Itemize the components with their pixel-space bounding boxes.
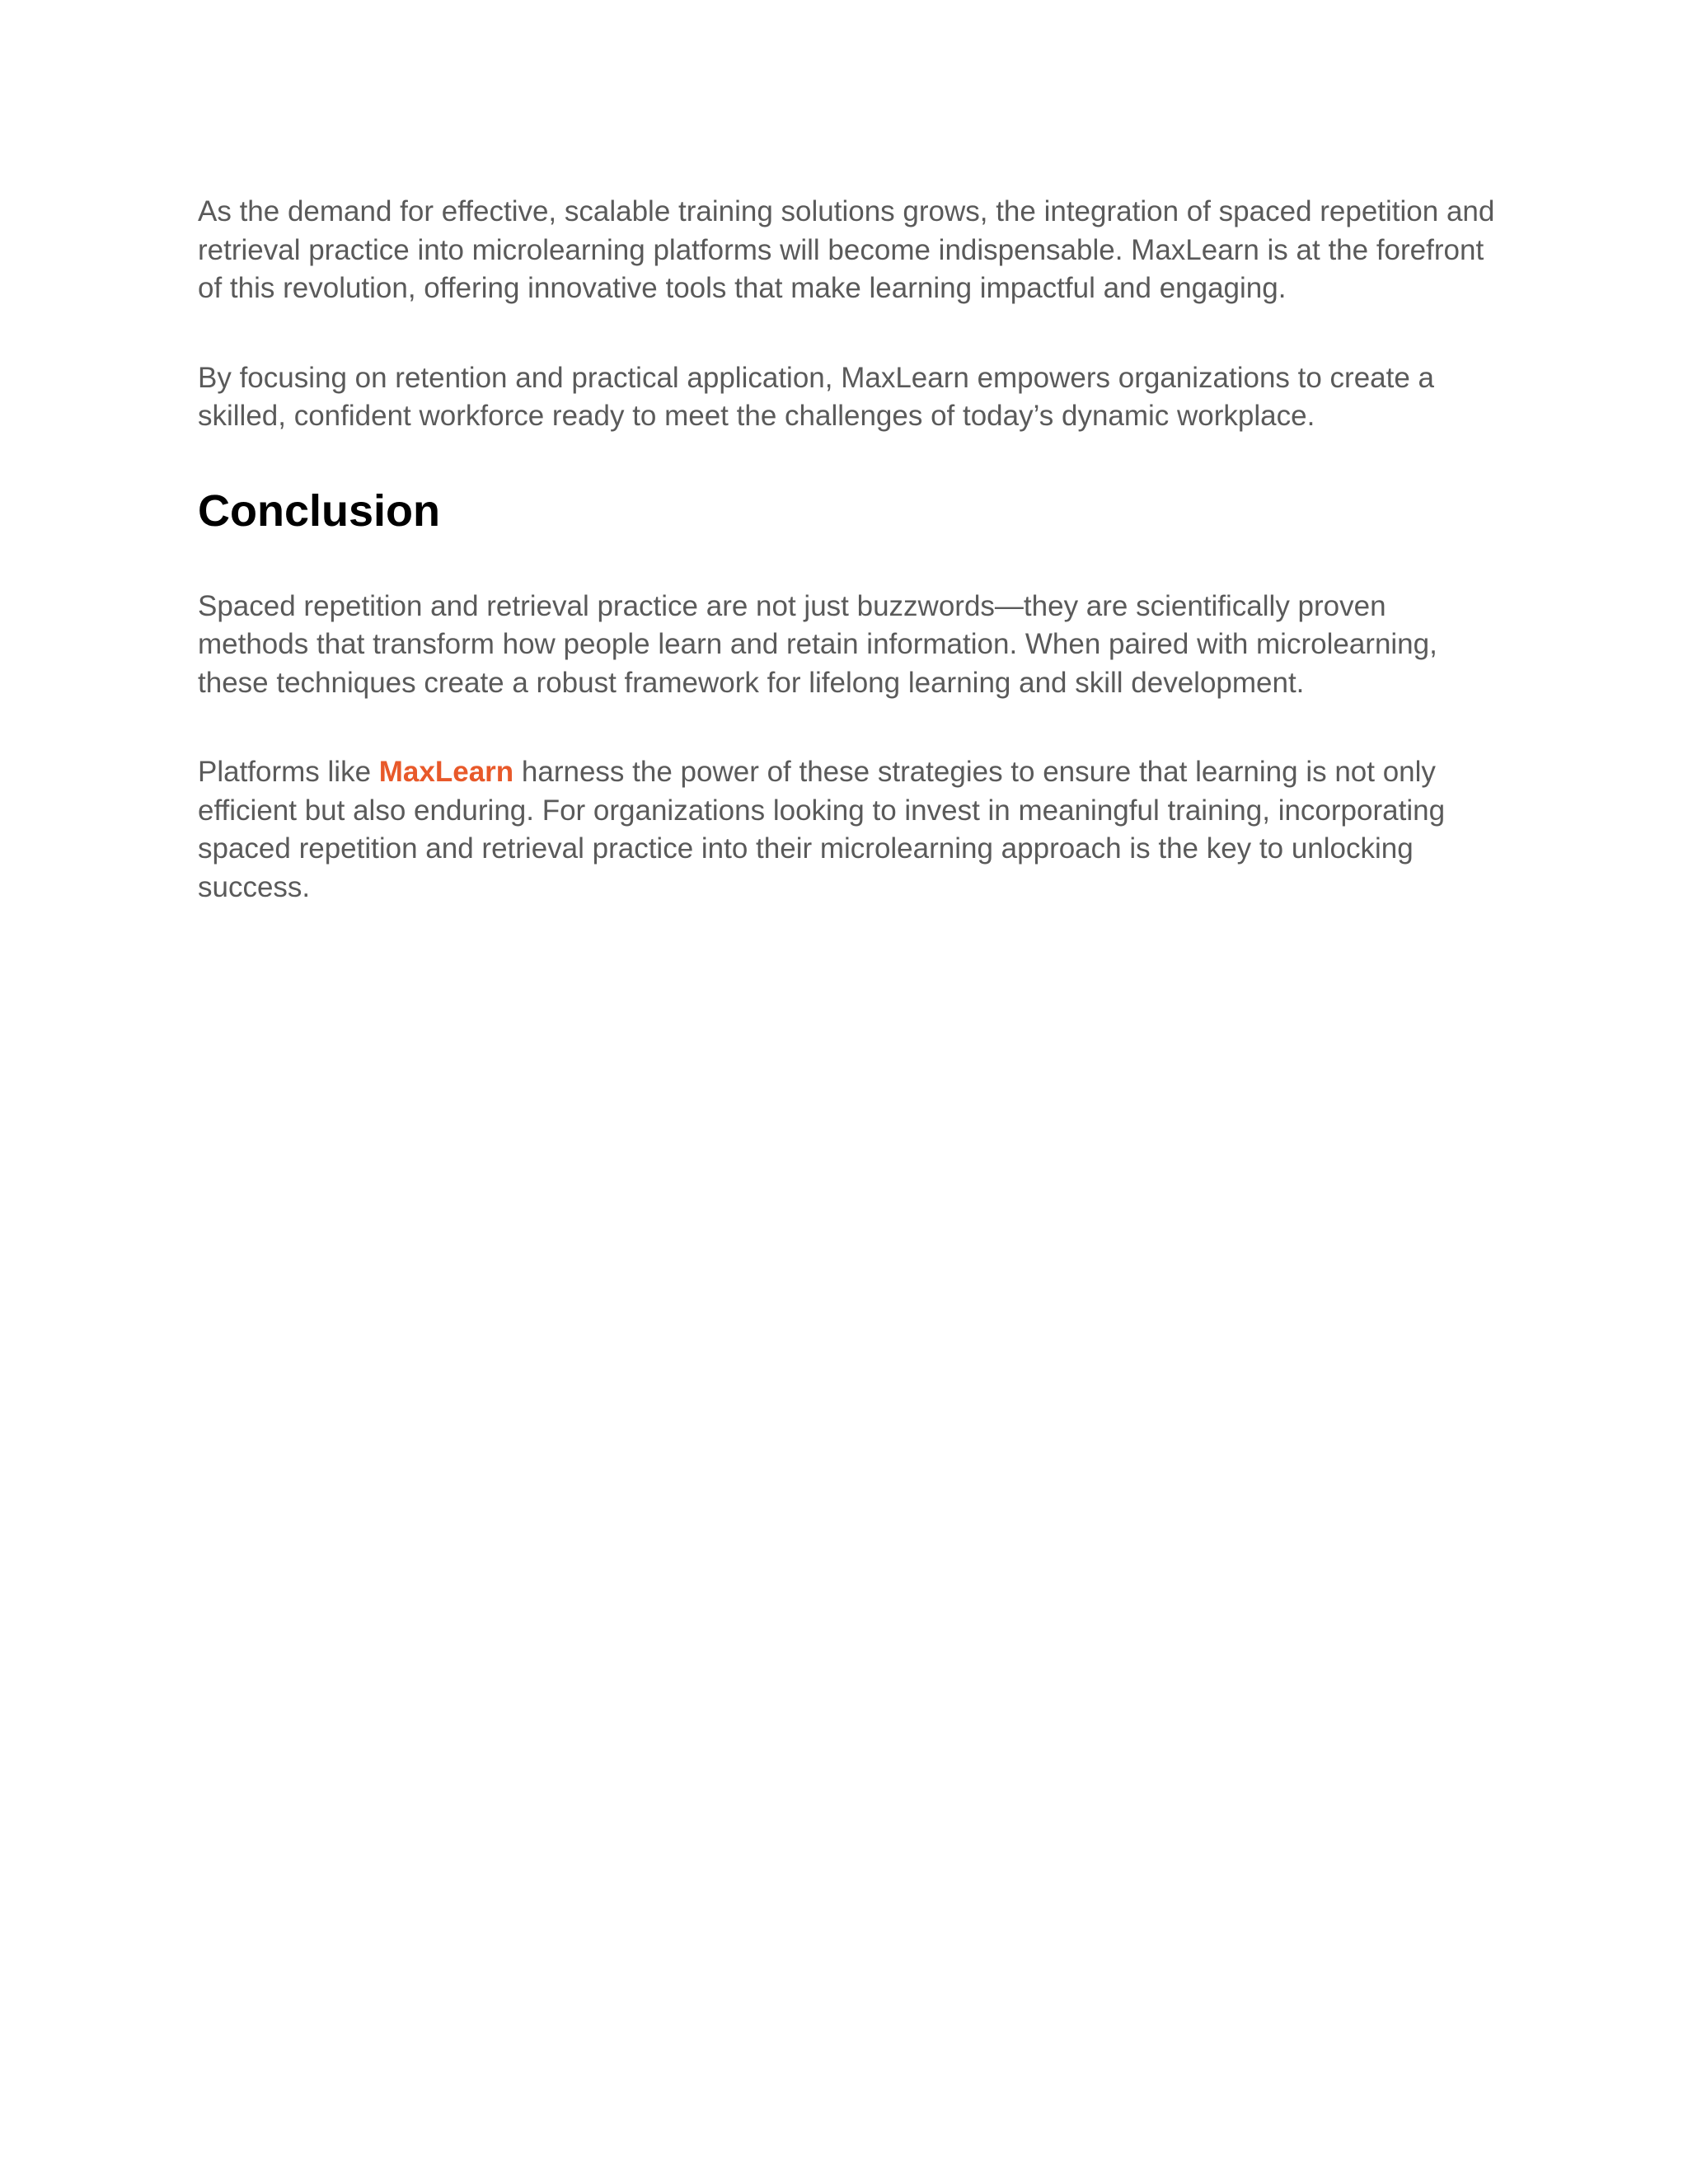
- paragraph-demand-growth: As the demand for effective, scalable training solutions grows, the integration of spaced repetition and retrieval practice into microlearning platforms will become indispensable. MaxLearn is at the forefront of this revolution, offering innovative tools that make learning impactful and engaging.: [198, 195, 1495, 304]
- paragraph-platforms-rest: harness the power of these strategies to ensure that learning is not only efficient but also enduring. For organizations looking to invest in meaningful training, incorporating spaced repetition and retrieval practice into their microlearning approach is the key to unlocking success.: [198, 756, 1446, 903]
- paragraph-retention-focus: By focusing on retention and practical application, MaxLearn empowers organizations to create a skilled, confident workforce ready to meet the challenges of today’s dynamic workplace.: [198, 361, 1435, 432]
- paragraph-spaced-repetition: Spaced repetition and retrieval practice are not just buzzwords—they are scientifically proven methods that transform how people learn and retain information. When paired with microlearning, these techniques create a robust framework for lifelong learning and skill development.: [198, 589, 1437, 699]
- document-content: [198, 193, 1500, 907]
- maxlearn-link[interactable]: MaxLearn: [378, 756, 514, 788]
- paragraph-platforms: [198, 753, 1500, 907]
- paragraph-platforms-lead: Platforms like: [198, 756, 379, 788]
- section-heading-conclusion: Conclusion: [198, 485, 440, 536]
